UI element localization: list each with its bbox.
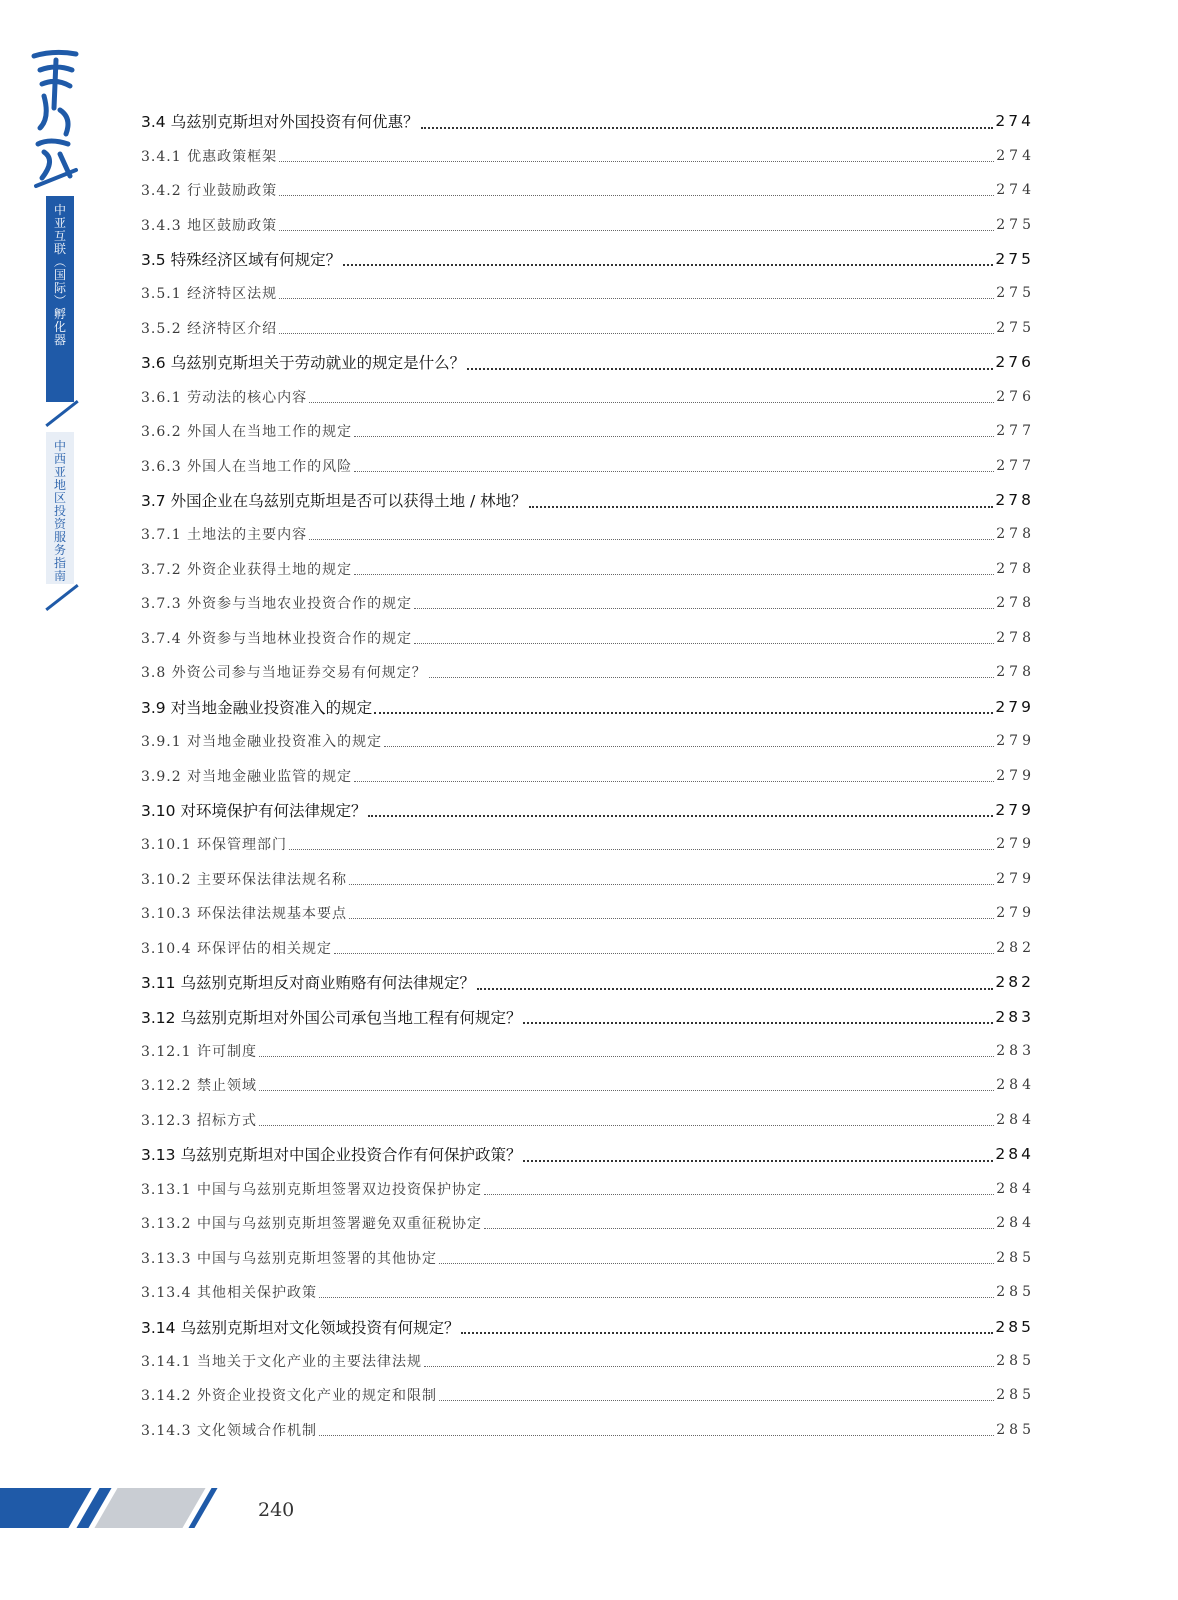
toc-entry-title: 3.13.3 中国与乌兹别克斯坦签署的其他协定 [141, 1250, 437, 1267]
toc-dot-leader [334, 952, 994, 954]
toc-dot-leader [319, 1434, 994, 1436]
toc-entry-page: 279 [996, 733, 1035, 750]
toc-entry-page: 284 [996, 1111, 1035, 1128]
toc-entry-page: 275 [996, 216, 1035, 233]
toc-entry-page: 285 [996, 1284, 1035, 1301]
toc-dot-leader [279, 332, 994, 334]
toc-entry-page: 278 [996, 526, 1035, 543]
toc-entry-page: 279 [996, 870, 1035, 887]
toc-entry-page: 276 [996, 388, 1035, 405]
toc-dot-leader [461, 1331, 993, 1334]
toc-entry-title: 3.10.3 环保法律法规基本要点 [141, 906, 347, 923]
toc-dot-leader [279, 229, 994, 231]
toc-dot-leader [523, 1021, 993, 1024]
toc-entry-title: 3.14.1 当地关于文化产业的主要法律法规 [141, 1353, 422, 1370]
toc-subsection-entry[interactable] [141, 896, 1035, 930]
toc-dot-leader [384, 745, 994, 747]
toc-entry-page: 275 [996, 319, 1035, 336]
toc-entry-title: 3.5 特殊经济区域有何规定？ [141, 250, 342, 269]
toc-entry-title: 3.4.1 优惠政策框架 [141, 148, 278, 165]
toc-subsection-entry[interactable] [141, 758, 1035, 792]
toc-entry-page: 274 [996, 182, 1035, 199]
toc-entry-page: 284 [996, 1077, 1035, 1094]
toc-dot-leader [414, 642, 994, 644]
toc-subsection-entry[interactable] [141, 931, 1035, 965]
toc-entry-page: 285 [996, 1249, 1035, 1266]
toc-entry-title: 3.14.2 外资企业投资文化产业的规定和限制 [141, 1388, 437, 1405]
toc-entry-title: 3.6 乌兹别克斯坦关于劳动就业的规定是什么？ [141, 354, 466, 373]
toc-entry-title: 3.13.1 中国与乌兹别克斯坦签署双边投资保护协定 [141, 1181, 482, 1198]
toc-dot-leader [354, 573, 994, 575]
toc-entry-title: 3.10 对环境保护有何法律规定？ [141, 801, 367, 820]
toc-entry-title: 3.4.2 行业鼓励政策 [141, 183, 278, 200]
toc-subsection-entry[interactable] [141, 1172, 1035, 1206]
toc-dot-leader [279, 297, 994, 299]
toc-dot-leader [259, 1089, 994, 1091]
toc-dot-leader [259, 1124, 994, 1126]
toc-section-entry[interactable] [141, 345, 1034, 379]
toc-entry-page: 282 [996, 939, 1035, 956]
toc-subsection-entry[interactable] [141, 1206, 1035, 1240]
toc-entry-title: 3.6.2 外国人在当地工作的规定 [141, 424, 353, 441]
toc-entry-page: 284 [995, 1145, 1034, 1164]
toc-entry-title: 3.7.2 外资企业获得土地的规定 [141, 561, 353, 578]
toc-entry-page: 279 [996, 905, 1035, 922]
toc-dot-leader [279, 160, 994, 162]
toc-section-entry[interactable] [141, 1309, 1034, 1343]
toc-dot-leader [429, 676, 995, 678]
toc-section-entry[interactable] [141, 1137, 1034, 1171]
toc-section-entry[interactable] [141, 965, 1034, 999]
toc-entry-page: 279 [996, 836, 1035, 853]
toc-section-entry[interactable] [141, 104, 1034, 138]
toc-subsection-entry[interactable] [141, 724, 1035, 758]
toc-entry-title: 3.5.1 经济特区法规 [141, 286, 278, 303]
toc-dot-leader [414, 607, 994, 609]
toc-dot-leader [439, 1399, 994, 1401]
toc-entry-title: 3.9.1 对当地金融业投资准入的规定 [141, 734, 383, 751]
toc-entry-page: 283 [995, 1007, 1034, 1026]
toc-entry-title: 3.12.2 禁止领域 [141, 1078, 257, 1095]
incubator-side-tab: 中 亚 互 联 ︵ 国 际 ︶ 孵 化 器 [46, 196, 74, 402]
toc-entry-title: 3.4.3 地区鼓励政策 [141, 217, 278, 234]
divider-slash [45, 584, 78, 611]
toc-dot-leader [309, 401, 994, 403]
toc-entry-title: 3.4 乌兹别克斯坦对外国投资有何优惠？ [141, 113, 419, 132]
toc-entry-title: 3.14.3 文化领域合作机制 [141, 1422, 317, 1439]
toc-entry-title: 3.8 外资公司参与当地证券交易有何规定？ [141, 665, 427, 682]
toc-entry-title: 3.7 外国企业在乌兹别克斯坦是否可以获得土地 / 林地？ [141, 492, 527, 511]
toc-entry-page: 278 [995, 491, 1034, 510]
divider-slash [45, 400, 78, 427]
footer-stripe [94, 1488, 205, 1528]
toc-dot-leader [343, 263, 993, 266]
toc-entry-page: 275 [996, 285, 1035, 302]
toc-entry-title: 3.12.3 招标方式 [141, 1112, 257, 1129]
table-of-contents [141, 104, 1035, 1447]
toc-dot-leader [354, 470, 994, 472]
toc-entry-page: 278 [996, 560, 1035, 577]
toc-subsection-entry[interactable] [141, 621, 1035, 655]
toc-entry-page: 282 [995, 973, 1034, 992]
toc-subsection-entry[interactable] [141, 1068, 1035, 1102]
toc-subsection-entry[interactable] [141, 276, 1035, 310]
toc-section-entry[interactable] [141, 483, 1034, 517]
toc-entry-page: 284 [996, 1180, 1035, 1197]
toc-subsection-entry[interactable] [141, 1413, 1035, 1447]
page-number: 240 [258, 1499, 295, 1521]
toc-subsection-entry[interactable] [141, 1103, 1035, 1137]
toc-entry-page: 285 [996, 1387, 1035, 1404]
toc-dot-leader [368, 814, 993, 817]
toc-entry-title: 3.12 乌兹别克斯坦对外国公司承包当地工程有何规定？ [141, 1008, 522, 1027]
toc-entry-page: 279 [995, 697, 1034, 716]
toc-dot-leader [467, 367, 993, 370]
toc-entry-title: 3.13.4 其他相关保护政策 [141, 1285, 317, 1302]
toc-subsection-entry[interactable] [141, 138, 1035, 172]
toc-subsection-entry[interactable] [141, 311, 1035, 345]
side-brand [30, 48, 82, 608]
toc-entry-page: 279 [996, 767, 1035, 784]
toc-entry-page: 283 [996, 1043, 1035, 1060]
toc-entry-page: 274 [995, 112, 1034, 131]
toc-dot-leader [439, 1262, 994, 1264]
toc-dot-leader [523, 1159, 993, 1162]
toc-entry-page: 274 [996, 147, 1035, 164]
toc-entry-page: 285 [995, 1317, 1034, 1336]
toc-entry-page: 278 [996, 629, 1035, 646]
footer-stripes [0, 1488, 260, 1532]
toc-dot-leader [529, 505, 994, 508]
toc-dot-leader [484, 1193, 994, 1195]
toc-entry-title: 3.7.4 外资参与当地林业投资合作的规定 [141, 630, 413, 647]
toc-subsection-entry[interactable] [141, 1275, 1035, 1309]
toc-dot-leader [421, 126, 994, 129]
toc-subsection-entry[interactable] [141, 517, 1035, 551]
toc-dot-leader [477, 987, 993, 990]
toc-dot-leader [309, 538, 994, 540]
toc-entry-page: 279 [995, 800, 1034, 819]
toc-entry-title: 3.5.2 经济特区介绍 [141, 320, 278, 337]
toc-entry-page: 285 [996, 1352, 1035, 1369]
toc-subsection-entry[interactable] [141, 380, 1035, 414]
toc-entry-title: 3.14 乌兹别克斯坦对文化领域投资有何规定？ [141, 1318, 460, 1337]
toc-entry-title: 3.10.4 环保评估的相关规定 [141, 940, 332, 957]
toc-subsection-entry[interactable] [141, 1378, 1035, 1412]
toc-entry-title: 3.13.2 中国与乌兹别克斯坦签署避免双重征税协定 [141, 1216, 482, 1233]
toc-entry-page: 275 [995, 249, 1034, 268]
toc-dot-leader [279, 194, 994, 196]
toc-dot-leader [349, 917, 994, 919]
toc-entry-page: 284 [996, 1215, 1035, 1232]
toc-entry-page: 285 [996, 1421, 1035, 1438]
toc-dot-leader [484, 1227, 994, 1229]
footer-stripe [0, 1488, 92, 1528]
toc-dot-leader [259, 1055, 994, 1057]
toc-section-entry[interactable] [141, 999, 1034, 1033]
toc-subsection-entry[interactable] [141, 1344, 1035, 1378]
toc-entry-title: 3.9.2 对当地金融业监管的规定 [141, 768, 353, 785]
toc-subsection-entry[interactable] [141, 1240, 1035, 1274]
toc-entry-title: 3.7.1 土地法的主要内容 [141, 527, 308, 544]
toc-dot-leader [374, 711, 993, 714]
toc-entry-title: 3.6.1 劳动法的核心内容 [141, 389, 308, 406]
toc-entry-title: 3.13 乌兹别克斯坦对中国企业投资合作有何保护政策？ [141, 1146, 522, 1165]
toc-entry-title: 3.11 乌兹别克斯坦反对商业贿赂有何法律规定？ [141, 974, 475, 993]
toc-dot-leader [424, 1365, 994, 1367]
toc-subsection-entry[interactable] [141, 173, 1035, 207]
toc-subsection-entry[interactable] [141, 862, 1035, 896]
toc-entry-title: 3.10.2 主要环保法律法规名称 [141, 871, 347, 888]
toc-section-entry[interactable] [141, 242, 1034, 276]
toc-section-entry[interactable] [141, 793, 1034, 827]
toc-entry-page: 276 [995, 353, 1034, 372]
toc-dot-leader [319, 1296, 994, 1298]
toc-entry-page: 277 [996, 457, 1035, 474]
toc-subsection-entry[interactable] [141, 655, 1035, 689]
toc-entry-title: 3.10.1 环保管理部门 [141, 837, 287, 854]
toc-subsection-entry[interactable] [141, 1034, 1035, 1068]
toc-section-entry[interactable] [141, 689, 1034, 723]
toc-dot-leader [354, 780, 994, 782]
toc-subsection-entry[interactable] [141, 207, 1035, 241]
toc-entry-title: 3.6.3 外国人在当地工作的风险 [141, 458, 353, 475]
guide-side-tab: 中 西 亚 地 区 投 资 服 务 指 南 [46, 432, 74, 584]
toc-entry-title: 3.9 对当地金融业投资准入的规定 [141, 698, 373, 717]
toc-dot-leader [354, 435, 994, 437]
toc-subsection-entry[interactable] [141, 827, 1035, 861]
toc-entry-page: 278 [996, 595, 1035, 612]
toc-dot-leader [349, 883, 994, 885]
toc-entry-page: 277 [996, 423, 1035, 440]
toc-subsection-entry[interactable] [141, 586, 1035, 620]
belt-road-logo [30, 48, 82, 198]
toc-entry-title: 3.12.1 许可制度 [141, 1044, 257, 1061]
toc-entry-page: 278 [996, 664, 1035, 681]
toc-subsection-entry[interactable] [141, 414, 1035, 448]
toc-dot-leader [289, 848, 994, 850]
toc-entry-title: 3.7.3 外资参与当地农业投资合作的规定 [141, 596, 413, 613]
toc-subsection-entry[interactable] [141, 552, 1035, 586]
toc-subsection-entry[interactable] [141, 448, 1035, 482]
